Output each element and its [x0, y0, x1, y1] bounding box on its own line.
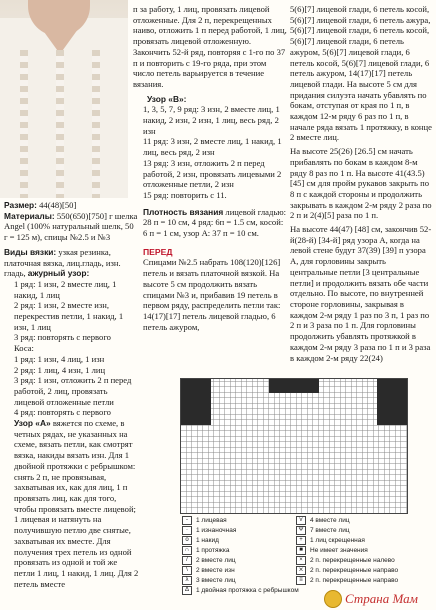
legend-label: Не имеет значения	[310, 547, 368, 554]
column-middle	[133, 4, 289, 332]
legend-symbol: Δ	[182, 586, 192, 595]
legend-item	[182, 546, 229, 555]
pattern-a-text: вяжется по схеме, в четных рядах, не указанных на схеме, вязать петли, как смотрят вязка, накиды вязать изн. Для 1 двойной протяжки с ребрышком: снять 2 п, не провязывая, захватывая их, как для лиц, 1 п провязать лиц, как для того, чтобы провязать вместе лицевой; 1 лицевая и натянуть на получившую петлю две снятые, захватывая их вместе. Для получения трех петель из одной провязать из одной и той же петли 1 лиц, 1 накид, 1 лиц. Для 2 петель вместе	[14, 418, 139, 589]
knitting-chart	[156, 378, 430, 512]
legend-label: 2 п. перекрещенные направо	[310, 567, 399, 574]
legend-label: 2 вместе лиц	[196, 557, 236, 564]
col3-bottom: На высоте 44(47) [48] см, закончив 52-й(28-й) [34-й] ряд узора А, когда на левой стене будут 37(39) [39] п узора А, для горловины закрыть центральные петли [3 центральные петли] и продолжить вязать обе части отдельно. По высоте, по внутренней стороне горловины, закрывая в каждом 2-м ряду 1 раз по 3 п, 1 раз по 2 п и 3 раза по 1 п. Для горловины продолжить убавлять протяжкой в каждом 2-м ряду 3 раза по 1 п и 3 раза в каждом 2-м ряду 22(24)	[290, 224, 432, 363]
legend-symbol: -	[182, 516, 192, 525]
lace-line: Коса:	[14, 343, 34, 354]
pattern-a-label: Узор «А»	[14, 418, 51, 429]
chart-grid	[180, 378, 408, 514]
legend-symbol: \	[182, 566, 192, 575]
legend-item	[296, 576, 398, 585]
legend-item	[182, 556, 236, 565]
model-photo	[0, 0, 128, 198]
legend-symbol: +	[296, 536, 306, 545]
legend-label: 1 лиц скрещенная	[310, 537, 365, 544]
lace-line: 3 ряд: повторять с первого	[14, 332, 111, 343]
types-value: узкая резинка, платочная вязка, лиц.гладь, изн. гладь,	[4, 246, 121, 279]
legend-symbol: /	[182, 556, 192, 565]
legend-label: 2 п. перекрещенные направо	[310, 577, 399, 584]
cable-stripe	[20, 50, 28, 198]
lace-line: 2 ряд: 1 лиц, 4 изн, 1 лиц	[14, 364, 106, 375]
legend-item	[182, 516, 227, 525]
front-heading: ПЕРЕД	[143, 246, 173, 257]
pattern-b-line: 1, 3, 5, 7, 9 ряд: 3 изн, 2 вместе лиц, 1 накид, 2 изн, 2 изн, 1 лиц, весь ряд, 2 изн	[143, 104, 280, 136]
legend-label: 1 лицевая	[196, 517, 227, 524]
legend-item	[296, 516, 350, 525]
lace-line: 1 ряд: 1 изн, 2 вместе лиц, 1 накид, 1 лиц	[14, 278, 117, 300]
legend-item	[296, 526, 350, 535]
legend-item	[182, 586, 299, 595]
chart-blank-area	[181, 379, 211, 425]
legend-label: 1 изнаночная	[196, 527, 237, 534]
cable-stripe	[92, 50, 100, 198]
legend-item	[296, 546, 368, 555]
legend-label: 7 вместе лиц	[310, 527, 350, 534]
legend-item	[296, 566, 398, 575]
materials-value: 550(650)[750] г шелка Angel (100% натуральный шелк, 50 г = 125 м), спицы №2.5 и №3	[4, 210, 138, 243]
lace-label: ажурный узор:	[27, 268, 90, 279]
col3-top: 5(6)[7] лицевой глади, 6 петель косой, 5(6)[7] лицевой глади, 6 петель ажура, 5(6)[7] лицевой глади, 6 петель косой, 5(6)[7] лицевой глади, 6 петель ажуром, 5(6)[7] лицевой глади, 6 петель косой, 5(6)[7] лицевой глади, 6 петель ажуром, 14(17)[17] петель лицевой глади. На высоте 5 см для придания силуэта начать убавлять по бокам, отступая от края по 1 п, в каждом 12-м ряду 6 раз по 1 п, в начале ряда вязать 1 протяжку, в конце 2 вместе лиц.	[290, 4, 432, 143]
legend-label: 1 двойная протяжка с ребрышком	[196, 587, 299, 594]
cable-stripe	[56, 50, 64, 198]
legend-item	[182, 526, 236, 535]
pattern-b-line: 13 ряд: 3 изн, отложить 2 п перед работой, 2 изн, провязать лицевыми 2 отложенные петли, 2 изн	[143, 157, 282, 190]
legend-item	[182, 536, 219, 545]
size-label: Размер:	[4, 200, 37, 210]
lace-line: 1 ряд: 1 изн, 4 лиц, 1 изн	[14, 353, 105, 364]
lace-line: 4 ряд: повторять с первого	[14, 407, 111, 418]
legend-symbol: o	[182, 536, 192, 545]
legend-item	[182, 566, 235, 575]
types-label: Виды вязки:	[4, 246, 57, 257]
lace-line: 3 ряд: 1 изн, отложить 2 п перед работой, 2 лиц, провязать лицевой отложенные петли	[14, 375, 132, 407]
col3-mid: На высоте 25(26) [26.5] см начать прибавлять по бокам в каждом 8-м ряду 8 раз по 1 п. На высоте 41(43.5) [45] см для пройм рукавов закрыть по 8 п с каждой стороны и продолжить закрывать в каждом 2-м ряду 2 раза по 2 п и 2(4)[5] раза по 1 п.	[290, 146, 432, 221]
legend-symbol: Ψ	[296, 526, 306, 535]
logo-emblem-icon	[324, 590, 342, 608]
logo-text: Страна Мам	[345, 591, 418, 606]
column-right	[290, 4, 432, 363]
legend-label: 1 накид	[196, 537, 219, 544]
v-neckline	[34, 18, 86, 54]
size-value: 44(48)[50]	[36, 200, 77, 210]
legend-label: 4 вместе лиц	[310, 517, 350, 524]
density-label: Плотность вязания	[143, 206, 224, 217]
legend-symbol: λ	[182, 576, 192, 585]
pattern-b-line: 15 ряд: повторить с 11.	[143, 189, 227, 200]
legend-item	[296, 536, 365, 545]
legend-symbol: ≡	[296, 576, 306, 585]
site-logo[interactable]	[324, 590, 434, 608]
legend-symbol: ⨯	[296, 566, 306, 575]
legend-symbol: ·	[182, 526, 192, 535]
lace-line: 2 ряд: 1 изн, 2 вместе изн, перекрестив петли, 1 накид, 1 изн, 1 лиц	[14, 300, 124, 332]
legend-label: 3 вместе лиц	[196, 577, 236, 584]
legend-label: 1 протяжка	[196, 547, 230, 554]
column-left	[4, 200, 139, 589]
legend-item	[182, 576, 236, 585]
col2-intro: п за работу, 1 лиц, провязать лицевой отложенные. Для 2 п, перекрещенных наиво, отложить 1 п перед работой, 1 лиц, провязать лицевой отложенную. Закончить 52-й ряд, повторяя с 1-го по 37 п и повторить с 19-го ряда, при этом число петель варьируется в течение вязания.	[133, 4, 287, 89]
pattern-b-label: Узор «В»:	[147, 93, 187, 104]
pattern-b-line: 11 ряд: 3 изн, 2 вместе лиц, 1 накид, 1 лиц, весь ряд, 2 изн	[143, 136, 282, 158]
density-text: лицевой гладью: 28 п = 10 см, 4 ряд: 6п = 1.5 см, косой: 6 п = 1 см, узор А: 37 п = 10 см.	[143, 206, 287, 239]
legend-symbol: ⋎	[296, 516, 306, 525]
chart-blank-area	[269, 379, 319, 393]
legend-symbol: ∩	[182, 546, 192, 555]
legend-label: 2 вместе изн	[196, 567, 235, 574]
front-text: Спицами №2.5 набрать 108(120)[126] петель и вязать платочной вязкой. На высоте 5 см продолжить вязать спицами №3 и, прибавив 19 петель в первом ряду, распределить петли так: 14(17)[17] петель лицевой гладью, 6 петель ажуром,	[143, 257, 281, 332]
chart-blank-area	[377, 379, 407, 425]
legend-label: 2 п. перекрещенные налево	[310, 557, 395, 564]
legend-symbol: ×	[296, 556, 306, 565]
legend-item	[296, 556, 395, 565]
materials-label: Материалы:	[4, 210, 55, 221]
legend-symbol: ■	[296, 546, 306, 555]
